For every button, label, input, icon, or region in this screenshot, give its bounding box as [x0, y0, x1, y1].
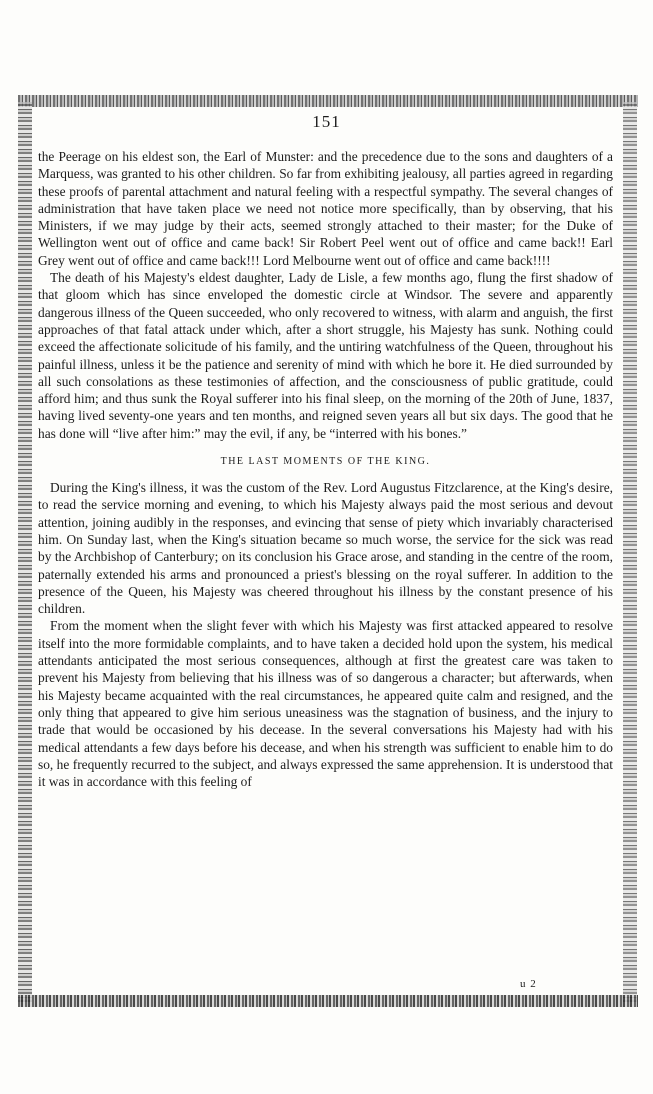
paragraph-medical-attendants: From the moment when the slight fever with which his Majesty was first attacked appeared to resolve itself into the more formidable complaints, and to have taken a decided hold upon the system, his medical attendants anticipated the most serious consequences, although at first the greatest care was taken to prevent his Majesty from believing that his illness was of so dangerous a character; but afterwards, when his Majesty became acquainted with the real circumstances, he appeared quite calm and resigned, and the only thing that appeared to give him serious uneasiness was the stagnation of business, and the injury to trade that would be occasioned by his decease. In the several conversations his Majesty had with his medical attendants a few days before his decease, and when his strength was sufficient to enable him to do so, he frequently recurred to the subject, and always expressed the same apprehension. It is understood that it was in accordance with this feeling of — [38, 618, 613, 790]
bottom-border-band — [18, 995, 638, 1007]
paragraph-death-of-daughter: The death of his Majesty's eldest daughter, Lady de Lisle, a few months ago, flung the first shadow of that gloom which has since enveloped the domestic circle at Windsor. The severe and apparently dangerous illness of the Queen succeeded, who only recovered to witness, with alarm and anguish, the first approaches of that fatal attack under which, after a short struggle, his Majesty has sunk. Nothing could exceed the affectionate solicitude of his family, and the untiring watchfulness of the Queen, throughout his painful illness, unless it be the patience and serenity of mind with which he bore it. He died surrounded by all such consolations as these testimonies of affection, and the consciousness of public gratitude, could afford him; and thus sunk the Royal sufferer into his final sleep, on the morning of the 20th of June, 1837, having lived seventy-one years and ten months, and reigned seven years all but six days. The good that he has done will “live after him:” may the evil, if any, be “interred with his bones.” — [38, 270, 613, 441]
left-border-band — [18, 102, 32, 1002]
text-block — [38, 148, 613, 790]
section-heading: THE LAST MOMENTS OF THE KING. — [220, 456, 431, 468]
paragraph-kings-illness: During the King's illness, it was the custom of the Rev. Lord Augustus Fitzclarence, at the King's desire, to read the service morning and evening, to which his Majesty always paid the most serious and devout attention, joining audibly in the responses, and evincing that sense of piety which invariably characterised him. On Sunday last, when the King's situation became so much worse, the service for the sick was read by the Archbishop of Canterbury; on its conclusion his Grace arose, and standing in the centre of the room, paternally extended his arms and pronounced a priest's blessing on the royal sufferer. In addition to the presence of the Queen, his Majesty was cheered throughout his illness by the constant presence of his children. — [38, 480, 613, 617]
page-number: 151 — [312, 112, 341, 131]
right-border-band — [623, 102, 637, 1002]
signature-mark: u 2 — [520, 978, 537, 990]
paragraph-peerage: the Peerage on his eldest son, the Earl of Munster: and the precedence due to the sons and daughters of a Marquess, was granted to his other children. So far from exhibiting jealousy, all parties agreed in regarding these proofs of parental attachment and natural feeling with a respectful sympathy. The several changes of administration that have taken place we need not notice more specifically, than by observing, that his Ministers, if we may judge by their acts, seemed strongly attached to their master; for the Duke of Wellington went out of office and came back! Sir Robert Peel went out of office and came back!! Earl Grey went out of office and came back!!! Lord Melbourne went out of office and came back!!!! — [38, 149, 613, 268]
top-border-band — [18, 95, 638, 107]
